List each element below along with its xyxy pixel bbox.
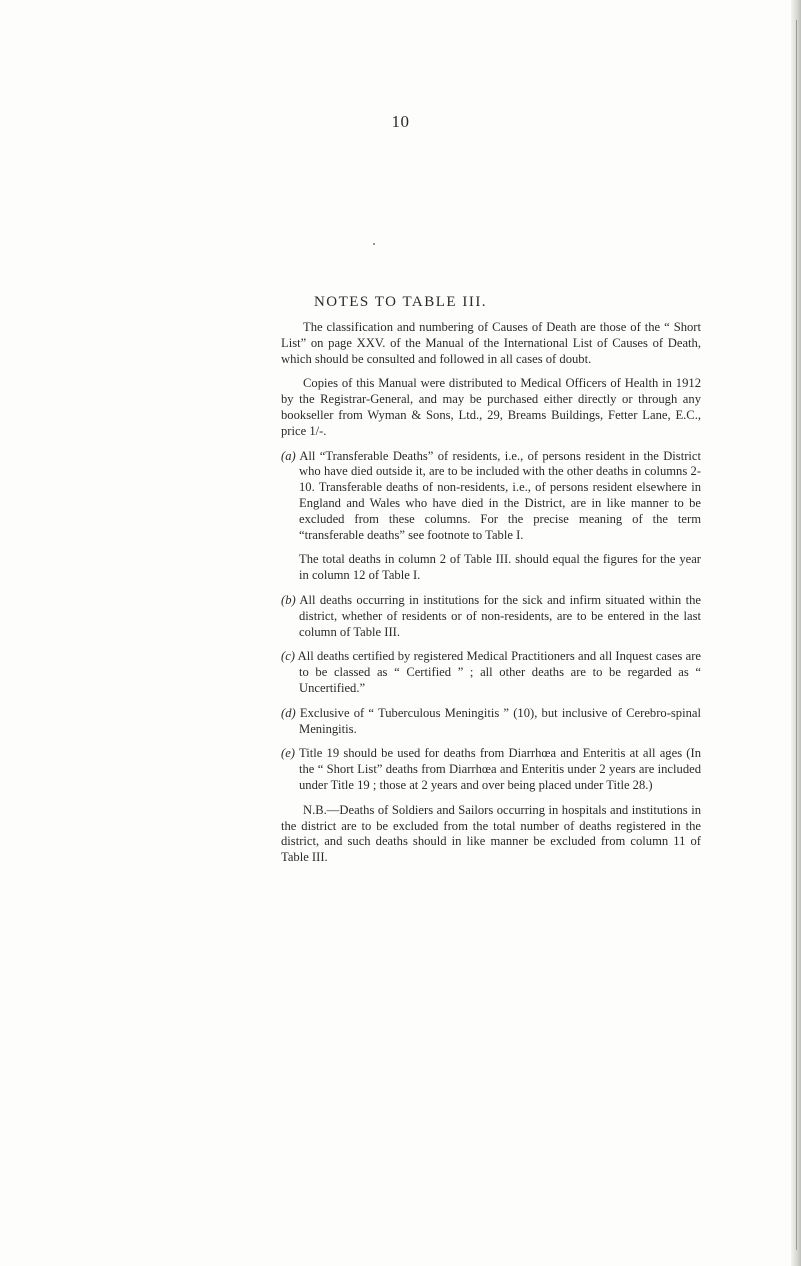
copies-paragraph: Copies of this Manual were distributed to Medical Officers of Health in 1912 by the Registrar-General, and may be purchased either directly or through any bookseller from Wyman & Sons, Ltd., 29, Breams Buildings, Fetter Lane, E.C., price 1/-. [281, 376, 701, 438]
note-c [281, 649, 701, 696]
page-edge-shadow [791, 0, 801, 1266]
note-e [281, 746, 701, 793]
note-e-label: (e) [281, 746, 295, 761]
note-d-label: (d) [281, 705, 296, 720]
notes-body [281, 320, 701, 875]
page-edge-line [796, 20, 797, 1250]
note-b [281, 593, 701, 640]
nb-paragraph: N.B.—Deaths of Soldiers and Sailors occurring in hospitals and institutions in the district are to be excluded from the total number of deaths registered in the district, and such deaths should in like manner be excluded from column 11 of Table III. [281, 802, 701, 865]
page-title: NOTES TO TABLE III. [313, 294, 488, 310]
note-c-text: All deaths certified by registered Medical Practitioners and all Inquest cases are to be classed as “ Certified ” ; all other deaths are to be regarded as “ Uncertified.” [297, 649, 701, 695]
intro-paragraph: The classification and numbering of Causes of Death are those of the “ Short List” on page XXV. of the Manual of the International List of Causes of Death, which should be consulted and followed in all cases of doubt. [281, 320, 701, 366]
note-a-text: All “Transferable Deaths” of residents, i.e., of persons resident in the District who have died outside it, are to be included with the other deaths in columns 2-10. Transferable deaths of non-residents, i.e., of persons resident elsewhere in England and Wales who have died in the District, are in like manner to be excluded from these columns. For the precise meaning of the term “transferable deaths” see footnote to Table I. [299, 448, 701, 542]
note-b-label: (b) [281, 592, 296, 607]
note-d [281, 706, 701, 738]
print-speck [373, 243, 375, 245]
page-number: 10 [391, 112, 410, 131]
note-b-text: All deaths occurring in institutions for the sick and infirm situated within the district, whether of residents or of non-residents, are to be entered in the last column of Table III. [299, 592, 701, 639]
note-a-continuation: The total deaths in column 2 of Table III. should equal the figures for the year in column 12 of Table I. [299, 552, 701, 583]
note-a-label: (a) [281, 448, 296, 463]
note-a [281, 449, 701, 544]
note-e-text: Title 19 should be used for deaths from Diarrhœa and Enteritis at all ages (In the “ Short List” deaths from Diarrhœa and Enteritis under 2 years are included under Title 19 ; those at 2 years and over being placed under Title 28.) [298, 746, 701, 792]
note-d-text: Exclusive of “ Tuberculous Meningitis ” (10), but inclusive of Cerebro-spinal Meningitis. [299, 705, 701, 736]
note-c-label: (c) [281, 649, 295, 664]
